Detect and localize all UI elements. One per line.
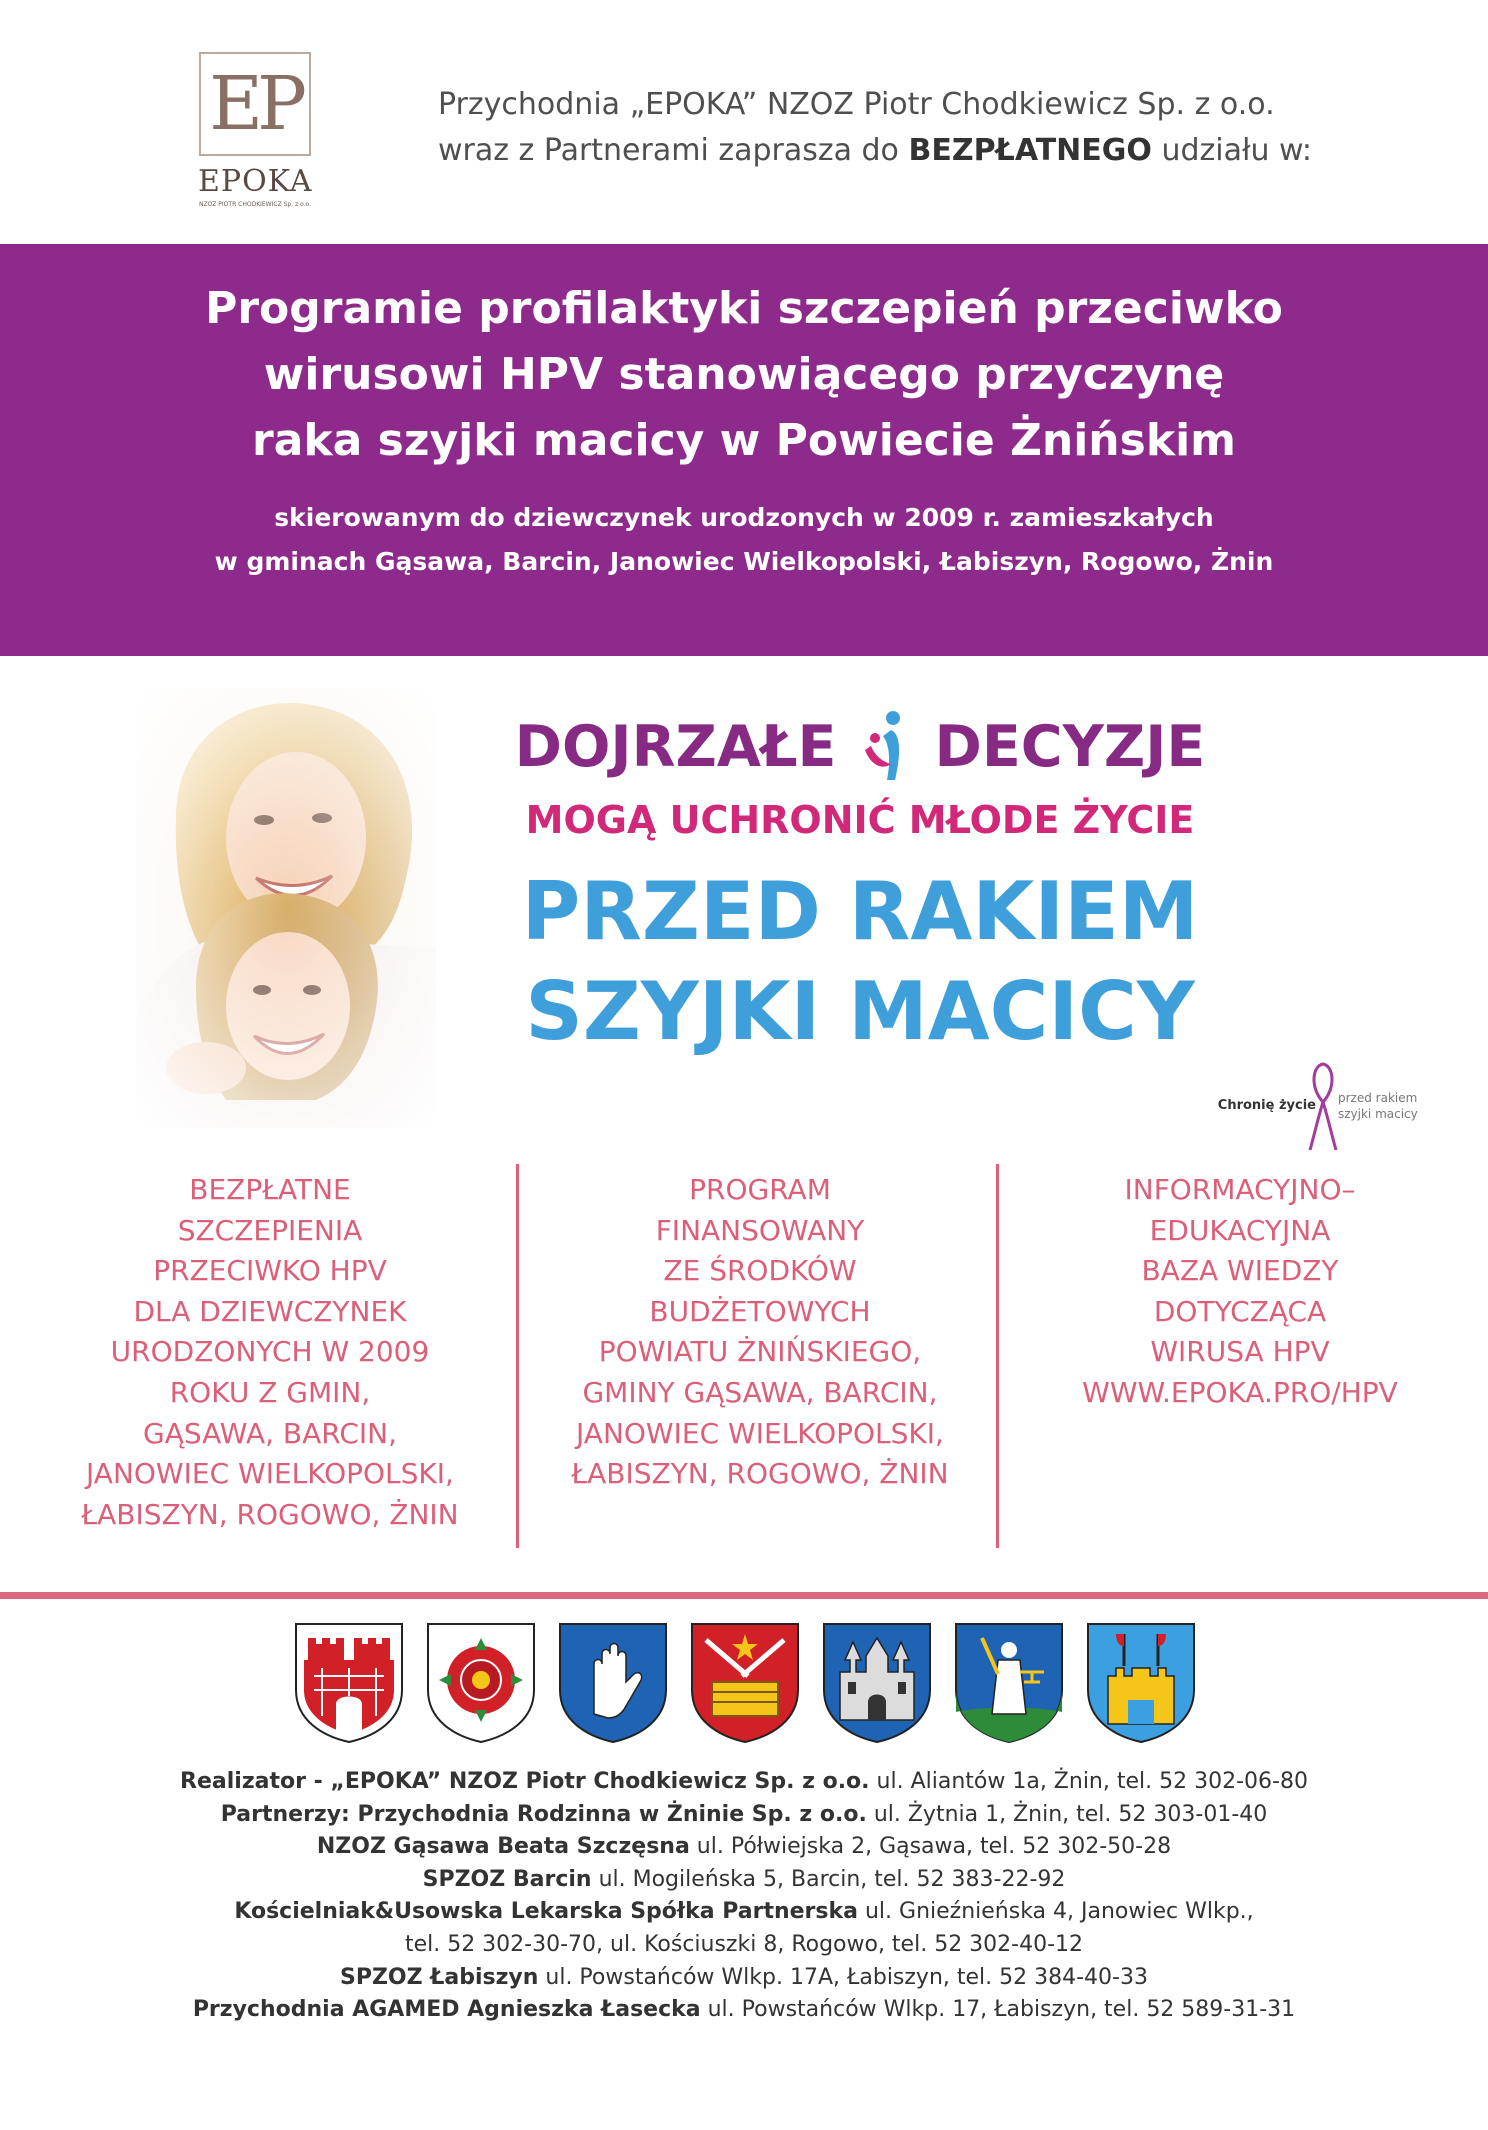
footer-line-bold: SPZOZ Barcin xyxy=(422,1866,592,1892)
rogowo-crest-icon xyxy=(952,1620,1066,1744)
column-line: DOTYCZĄCA xyxy=(1153,1294,1327,1328)
column-line: URODZONYCH W 2009 xyxy=(110,1335,430,1369)
column-line: WIRUSA HPV xyxy=(1150,1335,1330,1369)
program-banner xyxy=(0,244,1488,656)
logo-subtitle: NZOZ PIOTR CHODKIEWICZ Sp. z o.o. xyxy=(198,201,312,208)
logo-monogram: EP xyxy=(209,61,301,147)
footer-line-text: ul. Aliantów 1a, Żnin, tel. 52 302-06-80 xyxy=(869,1769,1308,1794)
column-line: GĄSAWA, BARCIN, xyxy=(143,1416,397,1450)
column-divider xyxy=(996,1164,999,1548)
column-line: ŁABISZYN, ROGOWO, ŻNIN xyxy=(571,1457,949,1491)
column-financing xyxy=(530,1170,990,1495)
footer-line-text: tel. 52 302-30-70, ul. Kościuszki 8, Rogowo, tel. 52 302-40-12 xyxy=(404,1931,1084,1957)
badge-left-text: Chronię życie xyxy=(1217,1098,1316,1113)
mother-daughter-photo xyxy=(136,688,436,1128)
column-line: DLA DZIEWCZYNEK xyxy=(133,1294,407,1328)
footer-line xyxy=(40,1994,1448,2027)
footer-line xyxy=(40,1766,1448,1799)
banner-subtitle xyxy=(0,496,1488,584)
column-line: GMINY GĄSAWA, BARCIN, xyxy=(582,1375,938,1409)
column-line: BEZPŁATNE xyxy=(189,1173,351,1206)
footer-line xyxy=(40,1864,1448,1897)
logo-name: EPOKA xyxy=(198,164,313,199)
banner-subtitle-line: skierowanym do dziewczynek urodzonych w 2009 r. zamieszkałych xyxy=(274,503,1214,532)
column-line: JANOWIEC WIELKOPOLSKI, xyxy=(86,1457,454,1491)
slogan-word-decisions: DECYZJE xyxy=(934,714,1206,780)
website-link[interactable]: WWW.EPOKA.PRO/HPV xyxy=(1082,1375,1398,1409)
footer-line xyxy=(40,1896,1448,1929)
chronie-zycie-badge xyxy=(1196,1058,1456,1154)
footer-line xyxy=(40,1831,1448,1864)
column-line: BUDŻETOWYCH xyxy=(649,1294,871,1328)
footer-line xyxy=(40,1962,1448,1995)
awareness-ribbon-icon xyxy=(1308,1058,1338,1154)
column-line: BAZA WIEDZY xyxy=(1141,1254,1339,1288)
column-line: ŁABISZYN, ROGOWO, ŻNIN xyxy=(81,1497,459,1531)
badge-right-line-1: przed rakiem xyxy=(1338,1091,1418,1105)
slogan-line-4: SZYJKI MACICY xyxy=(525,965,1195,1058)
column-line: ROKU Z GMIN, xyxy=(169,1375,371,1409)
column-line: ZE ŚRODKÓW xyxy=(663,1254,857,1288)
slogan-word-mature: DOJRZAŁE xyxy=(514,714,837,780)
partners-footer xyxy=(40,1766,1448,2027)
footer-line-text: ul. Mogileńska 5, Barcin, tel. 52 383-22-92 xyxy=(591,1866,1066,1892)
column-divider xyxy=(516,1164,519,1548)
slogan-line-1 xyxy=(470,708,1250,786)
column-line: SZCZEPIENIA xyxy=(177,1213,363,1247)
footer-line-text: ul. Powstańców Wlkp. 17, Łabiszyn, tel. 52 589-31-31 xyxy=(700,1997,1296,2023)
intro-text xyxy=(438,82,1468,174)
banner-title-line: wirusowi HPV stanowiącego przyczynę xyxy=(263,349,1225,400)
footer-line-bold: SPZOZ Łabiszyn xyxy=(339,1964,539,1990)
logo-frame xyxy=(199,52,311,156)
footer-line-text: ul. Półwiejska 2, Gąsawa, tel. 52 302-50-28 xyxy=(689,1834,1172,1860)
powiat-znin-crest-icon xyxy=(292,1620,406,1744)
barcin-crest-icon xyxy=(556,1620,670,1744)
intro-line-1: Przychodnia „EPOKA” NZOZ Piotr Chodkiewicz Sp. z o.o. xyxy=(438,87,1275,122)
banner-subtitle-line: w gminach Gąsawa, Barcin, Janowiec Wielkopolski, Łabiszyn, Rogowo, Żnin xyxy=(214,547,1274,576)
column-knowledge-base xyxy=(1030,1170,1450,1414)
footer-line xyxy=(40,1799,1448,1832)
column-line: PRZECIWKO HPV xyxy=(153,1254,387,1288)
badge-right-line-2: szyjki macicy xyxy=(1338,1107,1418,1121)
gasawa-crest-icon xyxy=(424,1620,538,1744)
slogan-main xyxy=(450,862,1270,1062)
mother-daughter-illustration xyxy=(136,688,436,1128)
footer-line-text: ul. Powstańców Wlkp. 17A, Łabiszyn, tel. 52 384-40-33 xyxy=(538,1964,1148,1990)
footer-line-text: ul. Gnieźnieńska 4, Janowiec Wlkp., xyxy=(857,1899,1254,1925)
column-line: PROGRAM xyxy=(689,1173,831,1206)
footer-line-text: ul. Żytnia 1, Żnin, tel. 52 303-01-40 xyxy=(866,1801,1268,1827)
column-line: FINANSOWANY xyxy=(655,1213,865,1247)
mother-child-icon xyxy=(861,710,911,784)
footer-line-bold: Realizator - „EPOKA” NZOZ Piotr Chodkiewicz Sp. z o.o. xyxy=(180,1769,870,1794)
epoka-logo xyxy=(198,52,312,222)
column-free-vaccinations xyxy=(40,1170,500,1535)
intro-free-emphasis: BEZPŁATNEGO xyxy=(908,133,1152,168)
banner-title xyxy=(0,244,1488,474)
intro-line-2 xyxy=(438,128,1468,174)
footer-line-bold: Przychodnia AGAMED Agnieszka Łasecka xyxy=(192,1997,701,2023)
column-line: INFORMACYJNO– xyxy=(1124,1173,1356,1206)
column-line: JANOWIEC WIELKOPOLSKI, xyxy=(576,1416,944,1450)
intro-line-2-end: udziału w: xyxy=(1151,133,1313,168)
banner-title-line: raka szyjki macicy w Powiecie Żnińskim xyxy=(251,415,1237,466)
footer-line-bold: NZOZ Gąsawa Beata Szczęsna xyxy=(316,1834,690,1860)
footer-line-bold: Partnerzy: Przychodnia Rodzinna w Żninie Sp. z o.o. xyxy=(220,1801,867,1827)
slogan-line-2: MOGĄ UCHRONIĆ MŁODE ŻYCIE xyxy=(525,798,1195,842)
column-line: POWIATU ŻNIŃSKIEGO, xyxy=(598,1335,922,1369)
footer-line-bold: Kościelniak&Usowska Lekarska Spółka Partnerska xyxy=(234,1899,858,1925)
janowiec-crest-icon xyxy=(688,1620,802,1744)
column-line: EDUKACYJNA xyxy=(1149,1213,1331,1247)
labiszyn-crest-icon xyxy=(820,1620,934,1744)
badge-right-text xyxy=(1338,1090,1418,1122)
municipal-crests xyxy=(292,1620,1204,1750)
footer-line xyxy=(40,1929,1448,1962)
banner-title-line: Programie profilaktyki szczepień przeciwko xyxy=(205,283,1283,334)
znin-crest-icon xyxy=(1084,1620,1198,1744)
section-divider xyxy=(0,1592,1488,1599)
intro-line-2-start: wraz z Partnerami zaprasza do xyxy=(438,133,909,168)
slogan-line-3: PRZED RAKIEM xyxy=(521,865,1199,958)
